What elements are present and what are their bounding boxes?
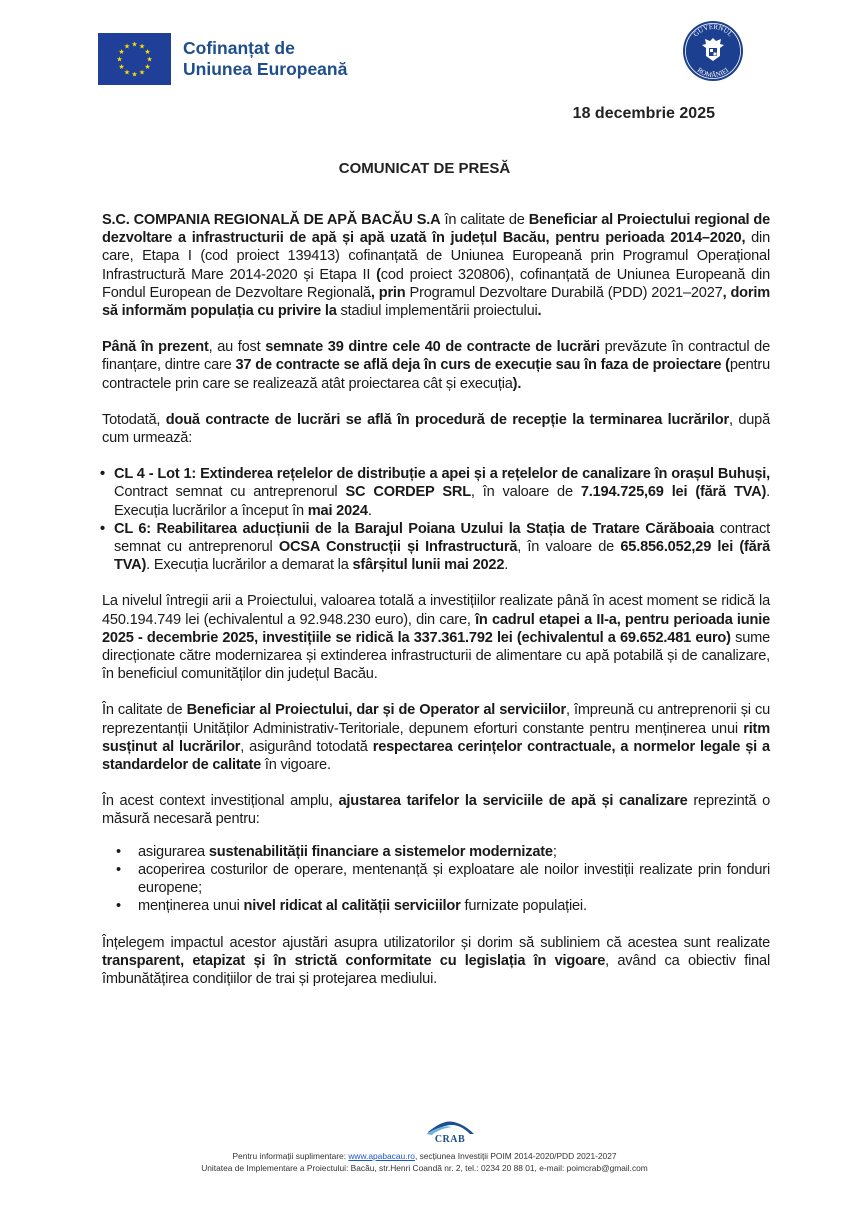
bold-text-run: CL 4 - Lot 1: Extinderea rețelelor de distribuție a apei și a rețelelor de canalizare în orașul Buhuși,	[114, 466, 770, 483]
text-run: , asigurând totodată	[240, 738, 373, 755]
bold-text-run: sfârșitul lunii mai 2022	[352, 557, 505, 574]
text-run: , în valoare de	[470, 484, 581, 501]
footer-info-suffix: , secțiunea Investiții POIM 2014-2020/PDD 2021-2027	[414, 1151, 617, 1161]
text-run: cod proiect 320806), cofinanțată de Uniunea Europeană din Fondul European de Dezvoltare Regională	[102, 266, 770, 301]
crab-logo-text: CRAB	[434, 1134, 466, 1145]
bullet-icon: •	[100, 520, 105, 537]
tariff-reason-item	[102, 861, 770, 897]
text-run: , având ca obiectiv final îmbunătățirea condițiilor de trai și protejarea mediului.	[102, 952, 771, 987]
bold-text-run: 7.194.725,69 lei (fără TVA)	[580, 484, 767, 501]
star-icon: ★	[138, 43, 146, 51]
text-run: contract semnat cu antreprenorul	[114, 520, 771, 556]
star-icon: ★	[138, 69, 146, 77]
bold-text-run: Beneficiar al Proiectului, dar și de Operator al serviciilor	[186, 702, 566, 719]
text-run: reprezintă o măsură necesară pentru:	[102, 793, 770, 828]
text-run: acoperirea costurilor de operare, mentenanță și exploatare ale noilor investiții realizate prin fonduri europene;	[138, 861, 770, 897]
beneficiary-operator-paragraph	[102, 701, 770, 774]
reception-paragraph	[102, 411, 770, 447]
seal-top-text: GUVERNUL	[691, 22, 735, 39]
star-icon: ★	[144, 64, 151, 71]
text-run: .	[504, 557, 509, 574]
bold-text-run: ajustarea tarifelor la serviciile de apă și canalizare	[338, 793, 688, 810]
bullet-icon: •	[116, 843, 121, 860]
romanian-government-seal-icon	[682, 20, 744, 82]
eu-cofunding-logo	[98, 33, 356, 85]
bullet-icon: •	[116, 861, 121, 878]
star-icon: ★	[146, 56, 153, 64]
text-run: în vigoare.	[261, 757, 331, 774]
bold-text-run: sustenabilității financiare a sistemelor modernizate	[208, 843, 553, 860]
tariff-reasons-list	[102, 843, 770, 916]
text-run: pentru contractele prin care se realizează atât proiectarea cât și execuția	[102, 357, 770, 392]
bold-text-run: nivel ridicat al calității serviciilor	[243, 898, 461, 915]
website-link[interactable]: www.apabacau.ro	[348, 1151, 415, 1161]
text-run: , au fost	[208, 339, 266, 356]
footer-info-prefix: Pentru informații suplimentare:	[232, 1151, 349, 1161]
contract-text	[114, 521, 770, 573]
tariff-reason-text	[138, 862, 770, 896]
tariff-reason-text	[138, 898, 587, 914]
eu-logo-text	[183, 38, 347, 80]
bold-text-run: transparent, etapizat și în strictă conformitate cu legislația în vigoare	[102, 952, 606, 969]
bold-text-run: ritm susținut al lucrărilor	[102, 720, 770, 755]
tariff-reason-item	[102, 843, 770, 861]
star-icon: ★	[144, 49, 151, 56]
contracts-list	[102, 465, 770, 574]
text-run: Totodată,	[102, 411, 166, 428]
tariff-context-paragraph	[102, 792, 770, 828]
bold-text-run: 65.856.052,29 lei (fără TVA)	[114, 539, 770, 574]
bold-text-run: ).	[512, 375, 522, 392]
text-run: În acest context investițional amplu,	[102, 793, 339, 810]
star-icon: ★	[118, 49, 125, 56]
eu-logo-line2: Uniunea Europeană	[183, 59, 348, 79]
star-icon: ★	[116, 56, 123, 64]
bold-text-run: mai 2024	[307, 502, 368, 519]
text-run: În calitate de	[102, 702, 187, 719]
text-run: furnizate populației.	[460, 898, 587, 915]
footer-info-line	[0, 1150, 849, 1162]
text-run: .	[367, 502, 372, 519]
bold-text-run: în cadrul etapei a II-a, pentru perioada iunie 2025 - decembrie 2025, investițiile se ridică la 337.361.792 lei (echivalentul a 69.652.481 euro)	[102, 611, 770, 646]
bold-text-run: SC CORDEP SRL	[345, 484, 471, 501]
contract-text	[114, 466, 770, 518]
wave-mountain-icon	[422, 1116, 478, 1136]
text-run: Contract semnat cu antreprenorul	[114, 484, 346, 501]
seal-bottom-text: ROMÂNIEI	[695, 66, 731, 80]
bold-text-run: Beneficiar al Proiectului regional de dezvoltare a infrastructurii de apă și apă uzată în județul Bacău, pentru perioada 2014–2020,	[102, 212, 770, 247]
text-run: stadiul implementării proiectului	[336, 303, 538, 320]
contract-item-cl6	[102, 520, 770, 575]
bold-text-run: două contracte de lucrări se află în procedură de recepție la terminarea lucrărilor	[165, 411, 729, 428]
document-title: COMUNICAT DE PRESĂ	[338, 160, 511, 177]
text-run: sume direcționate către modernizarea și extinderea infrastructurii de alimentare cu apă potabilă și de canalizare, în beneficiul comunităților din județul Bacău.	[102, 629, 770, 683]
contract-item-cl4	[102, 465, 770, 520]
bold-text-run: 37 de contracte se află deja în curs de execuție sau în faza de proiectare (	[235, 357, 730, 374]
tariff-reason-item	[102, 897, 770, 915]
text-run: prevăzute în contractul de finanțare, dintre care	[102, 339, 770, 374]
document-body	[102, 211, 770, 1006]
bold-text-run: S.C. COMPANIA REGIONALĂ DE APĂ BACĂU S.A	[102, 212, 441, 228]
bold-text-run: OCSA Construcții și Infrastructură	[278, 539, 518, 556]
text-run: . Execuția lucrărilor a demarat la	[146, 557, 353, 574]
release-date: 18 decembrie 2025	[572, 105, 715, 122]
star-icon: ★	[131, 71, 138, 79]
text-run: ;	[552, 843, 557, 860]
bold-text-run: (	[376, 266, 381, 283]
eu-flag-icon	[98, 33, 171, 85]
text-run: Programul Dezvoltare Durabilă (PDD) 2021–2027	[405, 284, 723, 301]
tariff-reason-text	[138, 844, 557, 860]
contracts-status-paragraph	[102, 338, 770, 393]
footer	[0, 1150, 849, 1174]
bold-text-run: , prin	[370, 284, 406, 301]
text-run: în calitate de	[440, 212, 529, 228]
bold-text-run: semnate 39 dintre cele 40 de contracte de lucrări	[265, 339, 600, 356]
bold-text-run: , dorim să informăm populația cu privire la	[102, 284, 771, 320]
footer-contact-line: Unitatea de Implementare a Proiectului: Bacău, str.Henri Coandă nr. 2, tel.: 0234 20 88 01, e-mail: poimcrab@gmail.com	[201, 1163, 648, 1173]
text-run: , în valoare de	[517, 539, 621, 556]
star-icon: ★	[123, 69, 131, 77]
text-run: . Execuția lucrărilor a început în	[114, 484, 770, 519]
text-run: menținerea unui	[138, 898, 244, 915]
closing-paragraph	[102, 934, 770, 989]
investments-paragraph	[102, 592, 770, 683]
star-icon: ★	[131, 41, 138, 49]
text-run: La nivelul întregii arii a Proiectului, valoarea totală a investițiilor realizate până în acest moment se ridică la 450.194.749 lei (echivalentul a 92.948.230 euro), din care,	[102, 593, 770, 628]
text-run: , împreună cu antreprenorii și cu reprezentanții Unităților Administrativ-Teritoriale, depunem eforturi constante pentru menținerea unui	[102, 702, 770, 737]
bold-text-run: .	[537, 303, 542, 320]
text-run: , după cum urmează:	[102, 411, 770, 447]
crab-logo	[422, 1116, 478, 1146]
bold-text-run: Până în prezent	[102, 339, 209, 356]
text-run: Înțelegem impactul acestor ajustări asupra utilizatorilor și dorim să subliniem că acestea sunt realizate	[102, 934, 770, 951]
bullet-icon: •	[100, 466, 105, 483]
bold-text-run: CL 6: Reabilitarea aducțiunii de la Barajul Poiana Uzului la Stația de Tratare Cărăboaia	[114, 520, 715, 537]
text-run: din care, Etapa I (cod proiect 139413) cofinanțată de Uniunea Europeană prin Programul Operațional Infrastructură Mare 2014-2020 și Etapa II	[102, 230, 770, 283]
star-icon: ★	[123, 43, 131, 51]
eu-logo-line1: Cofinanțat de	[183, 38, 295, 58]
text-run: asigurarea	[138, 843, 209, 860]
star-icon: ★	[118, 64, 125, 71]
intro-paragraph	[102, 211, 770, 320]
bold-text-run: respectarea cerințelor contractuale, a normelor legale și a standardelor de calitate	[102, 738, 770, 774]
bullet-icon: •	[116, 898, 121, 915]
